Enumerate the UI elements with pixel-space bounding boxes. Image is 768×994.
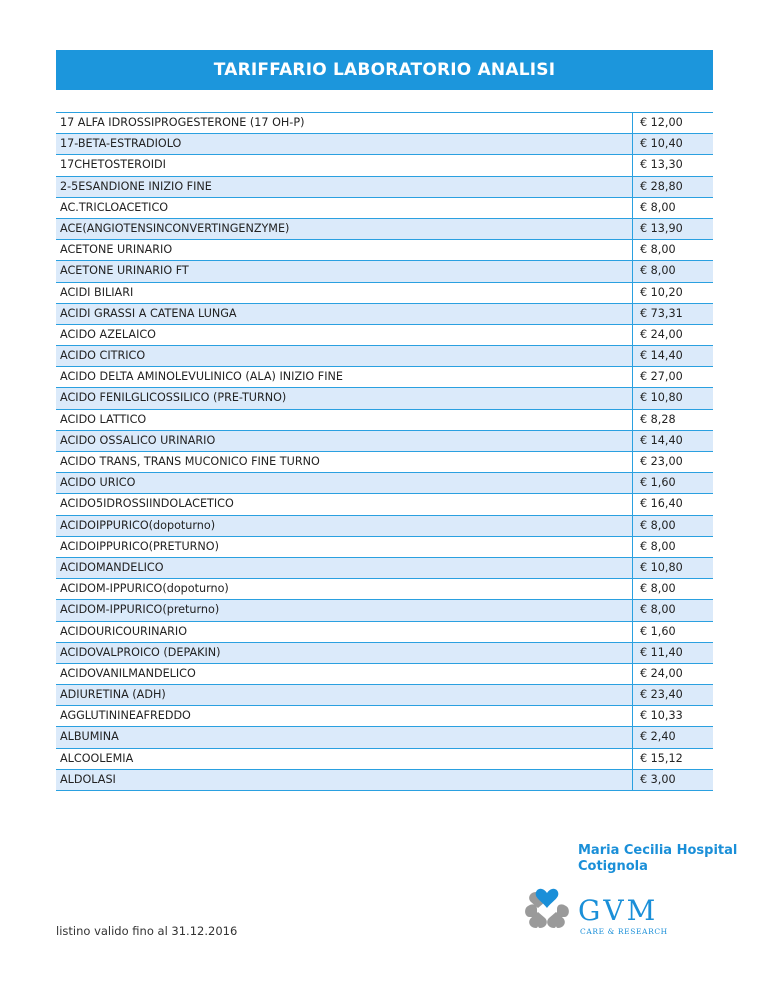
table-row: [56, 431, 713, 452]
exam-name: ACIDO LATTICO: [60, 412, 147, 426]
exam-price: € 16,40: [632, 494, 713, 514]
exam-price: € 13,90: [632, 219, 713, 239]
exam-name: ACIDO OSSALICO URINARIO: [60, 433, 216, 447]
exam-name: ACIDOVANILMANDELICO: [60, 666, 196, 680]
table-row: [56, 473, 713, 494]
exam-name: ACIDO DELTA AMINOLEVULINICO (ALA) INIZIO FINE: [60, 370, 343, 384]
table-row: [56, 304, 713, 325]
hospital-name: [578, 843, 737, 875]
exam-name: ACIDI GRASSI A CATENA LUNGA: [60, 306, 237, 320]
exam-name: ACIDO AZELAICO: [60, 327, 156, 341]
exam-name: ACE(ANGIOTENSINCONVERTINGENZYME): [60, 221, 290, 235]
exam-price: € 11,40: [632, 643, 713, 663]
exam-name: 2-5ESANDIONE INIZIO FINE: [60, 179, 212, 193]
exam-price: € 10,20: [632, 283, 713, 303]
exam-name: ACIDO TRANS, TRANS MUCONICO FINE TURNO: [60, 455, 320, 468]
exam-name: ALDOLASI: [60, 772, 116, 786]
table-row: [56, 600, 713, 621]
table-row: [56, 643, 713, 664]
table-row: [56, 558, 713, 579]
exam-price: € 27,00: [632, 367, 713, 387]
brand-tagline: CARE & RESEARCH: [580, 927, 668, 936]
exam-name: AGGLUTININEAFREDDO: [60, 709, 191, 723]
exam-price: € 8,00: [632, 600, 713, 620]
exam-price: € 8,00: [632, 240, 713, 260]
exam-price: € 10,80: [632, 388, 713, 408]
table-row: [56, 155, 713, 176]
exam-price: € 8,00: [632, 261, 713, 281]
price-table: [56, 112, 713, 791]
exam-price: € 1,60: [632, 622, 713, 642]
exam-price: € 1,60: [632, 473, 713, 493]
exam-name: ACIDO CITRICO: [60, 349, 146, 363]
exam-name: 17CHETOSTEROIDI: [60, 158, 166, 172]
exam-price: € 8,00: [632, 516, 713, 536]
table-row: [56, 219, 713, 240]
table-row: [56, 622, 713, 643]
exam-name: ACIDOURICOURINARIO: [60, 624, 188, 638]
brand-logo-text: GVM: [578, 894, 659, 927]
table-row: [56, 770, 713, 791]
table-row: [56, 388, 713, 409]
table-row: [56, 579, 713, 600]
table-row: [56, 685, 713, 706]
exam-name: ACIDOM-IPPURICO(preturno): [60, 603, 220, 617]
exam-price: € 8,00: [632, 198, 713, 218]
exam-name: AC.TRICLOACETICO: [60, 200, 169, 214]
table-row: [56, 113, 713, 134]
table-row: [56, 367, 713, 388]
table-row: [56, 706, 713, 727]
exam-name: ACIDI BILIARI: [60, 285, 134, 299]
validity-note: listino valido fino al 31.12.2016: [56, 924, 238, 938]
table-row: [56, 177, 713, 198]
table-row: [56, 749, 713, 770]
table-row: [56, 494, 713, 515]
exam-name: ACETONE URINARIO: [60, 243, 173, 257]
exam-name: ACIDO URICO: [60, 476, 136, 490]
exam-price: € 24,00: [632, 325, 713, 345]
exam-name: ALCOOLEMIA: [60, 751, 134, 765]
exam-price: € 13,30: [632, 155, 713, 175]
exam-price: € 73,31: [632, 304, 713, 324]
exam-name: ACIDOIPPURICO(dopoturno): [60, 518, 216, 532]
exam-name: ACETONE URINARIO FT: [60, 264, 189, 278]
exam-price: € 10,80: [632, 558, 713, 578]
table-row: [56, 516, 713, 537]
table-row: [56, 664, 713, 685]
hospital-name-line1: Maria Cecilia Hospital: [578, 843, 738, 858]
exam-price: € 8,00: [632, 537, 713, 557]
table-row: [56, 410, 713, 431]
table-row: [56, 240, 713, 261]
exam-name: ACIDOIPPURICO(PRETURNO): [60, 539, 219, 553]
exam-name: 17-BETA-ESTRADIOLO: [60, 137, 182, 151]
hospital-name-line2: Cotignola: [578, 859, 648, 874]
table-row: [56, 452, 713, 473]
exam-price: € 3,00: [632, 770, 713, 790]
exam-price: € 15,12: [632, 749, 713, 769]
table-row: [56, 537, 713, 558]
exam-name: ADIURETINA (ADH): [60, 688, 166, 702]
page-title: TARIFFARIO LABORATORIO ANALISI: [56, 50, 713, 90]
exam-price: € 28,80: [632, 177, 713, 197]
exam-name: 17 ALFA IDROSSIPROGESTERONE (17 OH-P): [60, 116, 305, 129]
exam-name: ACIDOM-IPPURICO(dopoturno): [60, 582, 229, 596]
exam-price: € 12,00: [632, 113, 713, 133]
exam-price: € 2,40: [632, 727, 713, 747]
table-row: [56, 283, 713, 304]
table-row: [56, 198, 713, 219]
exam-price: € 23,00: [632, 452, 713, 472]
exam-name: ALBUMINA: [60, 730, 119, 744]
exam-name: ACIDO5IDROSSIINDOLACETICO: [60, 497, 234, 511]
table-row: [56, 346, 713, 367]
table-row: [56, 325, 713, 346]
exam-price: € 14,40: [632, 431, 713, 451]
exam-price: € 14,40: [632, 346, 713, 366]
exam-price: € 10,40: [632, 134, 713, 154]
exam-price: € 8,00: [632, 579, 713, 599]
exam-name: ACIDO FENILGLICOSSILICO (PRE-TURNO): [60, 391, 287, 405]
exam-name: ACIDOVALPROICO (DEPAKIN): [60, 645, 221, 659]
exam-price: € 10,33: [632, 706, 713, 726]
clover-heart-logo-icon: [522, 886, 572, 934]
exam-price: € 24,00: [632, 664, 713, 684]
table-row: [56, 261, 713, 282]
table-row: [56, 134, 713, 155]
exam-price: € 23,40: [632, 685, 713, 705]
exam-name: ACIDOMANDELICO: [60, 560, 164, 574]
table-row: [56, 727, 713, 748]
exam-price: € 8,28: [632, 410, 713, 430]
